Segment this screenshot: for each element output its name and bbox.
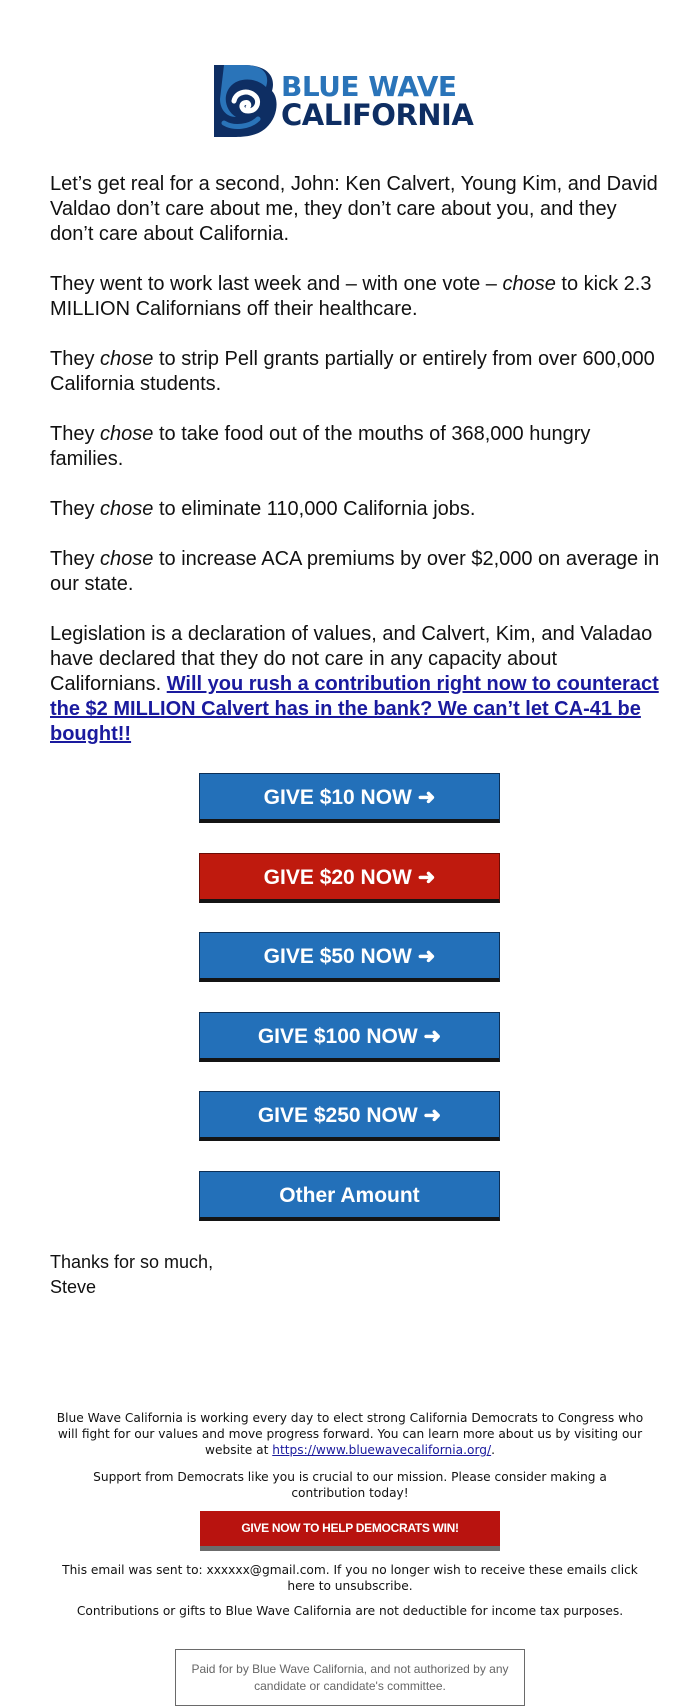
give-50-button[interactable]: GIVE $50 NOW ➜: [199, 932, 500, 982]
paragraph-food: [50, 422, 660, 472]
emphasis-chose: chose: [100, 498, 154, 520]
paragraph-aca: [50, 547, 660, 597]
paragraph-legislation: [50, 622, 660, 747]
logo-line-2: CALIFORNIA: [281, 98, 474, 132]
emphasis-chose: chose: [100, 423, 154, 445]
footer-tax-notice: Contributions or gifts to Blue Wave California are not deductible for income tax purposes.: [76, 1604, 624, 1618]
website-link[interactable]: https://www.bluewavecalifornia.org/: [272, 1443, 492, 1457]
paragraph-text: They: [50, 348, 101, 370]
footer-about-text: Blue Wave California is working every day to elect strong California Democrats to Congress who will fight for our values and move progress forward. You can learn more about us by visiting our website at: [56, 1411, 644, 1457]
give-10-button[interactable]: GIVE $10 NOW ➜: [199, 773, 500, 823]
give-now-button[interactable]: GIVE NOW TO HELP DEMOCRATS WIN!: [200, 1511, 500, 1551]
footer-support: Support from Democrats like you is crucial to our mission. Please consider making a contribution today!: [93, 1470, 607, 1500]
paid-for-disclaimer: Paid for by Blue Wave California, and not authorized by any candidate or candidate's committee.: [175, 1649, 525, 1706]
paragraph-text: to strip Pell grants partially or entirely from over 600,000 California students.: [50, 348, 655, 395]
signoff: [50, 1250, 213, 1300]
paragraph-text: Legislation is a declaration of values, and Calvert, Kim, and Valadao have declared that they do not care in any capacity about Californians.: [50, 623, 653, 695]
unsubscribe-link[interactable]: here: [287, 1579, 315, 1593]
logo-line-1: BLUE WAVE: [281, 70, 457, 103]
footer-sent-text: This email was sent to: xxxxxx@gmail.com. If you no longer wish to receive these emails click: [62, 1563, 638, 1577]
paragraph-text: They: [50, 498, 101, 520]
paragraph-text: They went to work last week and – with one vote –: [50, 273, 503, 295]
paragraph-intro: Let’s get real for a second, John: Ken Calvert, Young Kim, and David Valdao don’t care about me, they don’t care about you, and they don’t care about California.: [50, 173, 658, 245]
emphasis-chose: chose: [502, 273, 556, 295]
footer-sent-to: [55, 1562, 645, 1594]
paragraph-jobs: [50, 497, 660, 522]
paragraph-text: to take food out of the mouths of 368,000 hungry families.: [50, 423, 591, 470]
footer-about: [55, 1410, 645, 1458]
blue-wave-california-logo[interactable]: [210, 63, 494, 137]
emphasis-chose: chose: [100, 548, 154, 570]
paragraph-pell-grants: [50, 347, 660, 397]
paragraph-text: to kick 2.3 MILLION Californians off their healthcare.: [50, 273, 652, 320]
paragraph-text: They: [50, 548, 101, 570]
give-100-button[interactable]: GIVE $100 NOW ➜: [199, 1012, 500, 1062]
paragraph-text: They: [50, 423, 101, 445]
logo-wordmark: [281, 70, 474, 132]
emphasis-chose: chose: [100, 348, 154, 370]
footer-sent-text-end: to unsubscribe.: [314, 1579, 413, 1593]
signoff-name: Steve: [50, 1277, 97, 1297]
signoff-line: Thanks for so much,: [50, 1252, 214, 1272]
paragraph-text: to increase ACA premiums by over $2,000 on average in our state.: [50, 548, 660, 595]
contribution-link[interactable]: Will you rush a contribution right now to counteract the $2 MILLION Calvert has in the bank? We can’t let CA-41 be bought!!: [50, 673, 659, 745]
paragraph-healthcare: [50, 272, 660, 322]
paragraph-text: to eliminate 110,000 California jobs.: [153, 498, 476, 520]
give-20-button[interactable]: GIVE $20 NOW ➜: [199, 853, 500, 903]
wave-logo-icon: [210, 63, 280, 137]
footer-about-end: .: [491, 1443, 495, 1457]
give-250-button[interactable]: GIVE $250 NOW ➜: [199, 1091, 500, 1141]
other-amount-button[interactable]: Other Amount: [199, 1171, 500, 1221]
